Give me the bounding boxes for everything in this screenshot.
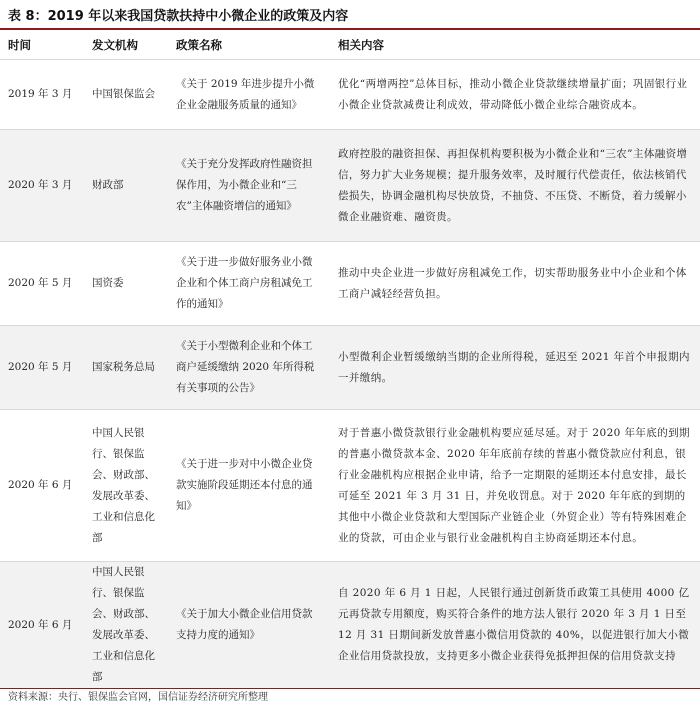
policy-table	[0, 31, 700, 689]
cell-time: 2020 年 6 月	[0, 410, 84, 562]
cell-policy: 《关于进一步做好服务业小微企业和个体工商户房租减免工作的通知》	[168, 242, 330, 326]
cell-policy: 《关于 2019 年进步提升小微企业金融服务质量的通知》	[168, 60, 330, 130]
cell-policy: 《关于加大小微企业信用贷款支持力度的通知》	[168, 562, 330, 689]
cell-agency: 中国银保监会	[84, 60, 168, 130]
title-rule	[0, 28, 700, 30]
cell-content: 优化“两增两控”总体目标，推动小微企业贷款继续增量扩面；巩固银行业小微企业贷款减费让利成效，带动降低小微企业综合融资成本。	[330, 60, 700, 130]
cell-agency: 国资委	[84, 242, 168, 326]
column-header-content: 相关内容	[338, 38, 384, 52]
table-row	[0, 326, 700, 410]
cell-content: 推动中央企业进一步做好房租减免工作，切实帮助服务业中小企业和个体工商户减轻经营负担。	[330, 242, 700, 326]
table-row	[0, 130, 700, 242]
cell-agency: 中国人民银行、银保监会、财政部、发展改革委、工业和信息化部	[84, 410, 168, 562]
cell-policy: 《关于进一步对中小微企业贷款实施阶段延期还本付息的通知》	[168, 410, 330, 562]
table-row	[0, 60, 700, 130]
cell-content: 政府控股的融资担保、再担保机构要积极为小微企业和“三农”主体融资增信，努力扩大业务规模；提升服务效率，及时履行代偿责任，依法核销代偿损失，协调金融机构尽快放贷，不抽贷、不压贷、不断贷，着力缓解小微企业融资难、融资贵。	[330, 130, 700, 242]
table-row	[0, 562, 700, 689]
cell-content: 对于普惠小微贷款银行业金融机构要应延尽延。对于 2020 年年底的到期的普惠小微贷款本金、2020 年年底前存续的普惠小微贷款应付利息，银行业金融机构应根据企业申请，给予一定期限的延期还本付息安排，最长可延至 2021 年 3 月 31 日，并免收罚息。对于 2020 年年底的到期的其他中小微企业贷款和大型国际产业链企业（外贸企业）等有特殊困难企业的贷款，可由企业与银行业金融机构自主协商延期还本付息。	[330, 410, 700, 562]
cell-agency: 财政部	[84, 130, 168, 242]
cell-content: 小型微利企业暂缓缴纳当期的企业所得税，延迟至 2021 年首个申报期内一并缴纳。	[330, 326, 700, 410]
cell-time: 2020 年 5 月	[0, 326, 84, 410]
cell-time: 2020 年 6 月	[0, 562, 84, 689]
source-note: 资料来源：央行、银保监会官网，国信证券经济研究所整理	[8, 692, 268, 703]
column-header-agency: 发文机构	[92, 38, 138, 52]
cell-time: 2020 年 3 月	[0, 130, 84, 242]
cell-content: 自 2020 年 6 月 1 日起，人民银行通过创新货币政策工具使用 4000 亿元再贷款专用额度，购买符合条件的地方法人银行 2020 年 3 月 1 日至 12 月 31 日期间新发放普惠小微信用贷款的 40%，以促进银行加大小微企业信用贷款投放，支持更多小微企业获得免抵押担保的信用贷款支持	[330, 562, 700, 689]
table-title: 表 8：2019 年以来我国贷款扶持中小微企业的政策及内容	[8, 9, 349, 24]
cell-time: 2020 年 5 月	[0, 242, 84, 326]
column-header-time: 时间	[8, 38, 31, 52]
cell-time: 2019 年 3 月	[0, 60, 84, 130]
cell-agency: 国家税务总局	[84, 326, 168, 410]
table-row	[0, 410, 700, 562]
cell-agency: 中国人民银行、银保监会、财政部、发展改革委、工业和信息化部	[84, 562, 168, 689]
column-header-policy: 政策名称	[176, 38, 222, 52]
cell-policy: 《关于小型微利企业和个体工商户延缓缴纳 2020 年所得税有关事项的公告》	[168, 326, 330, 410]
cell-policy: 《关于充分发挥政府性融资担保作用，为小微企业和“三农”主体融资增信的通知》	[168, 130, 330, 242]
table-row	[0, 242, 700, 326]
table-header-row	[0, 31, 700, 60]
